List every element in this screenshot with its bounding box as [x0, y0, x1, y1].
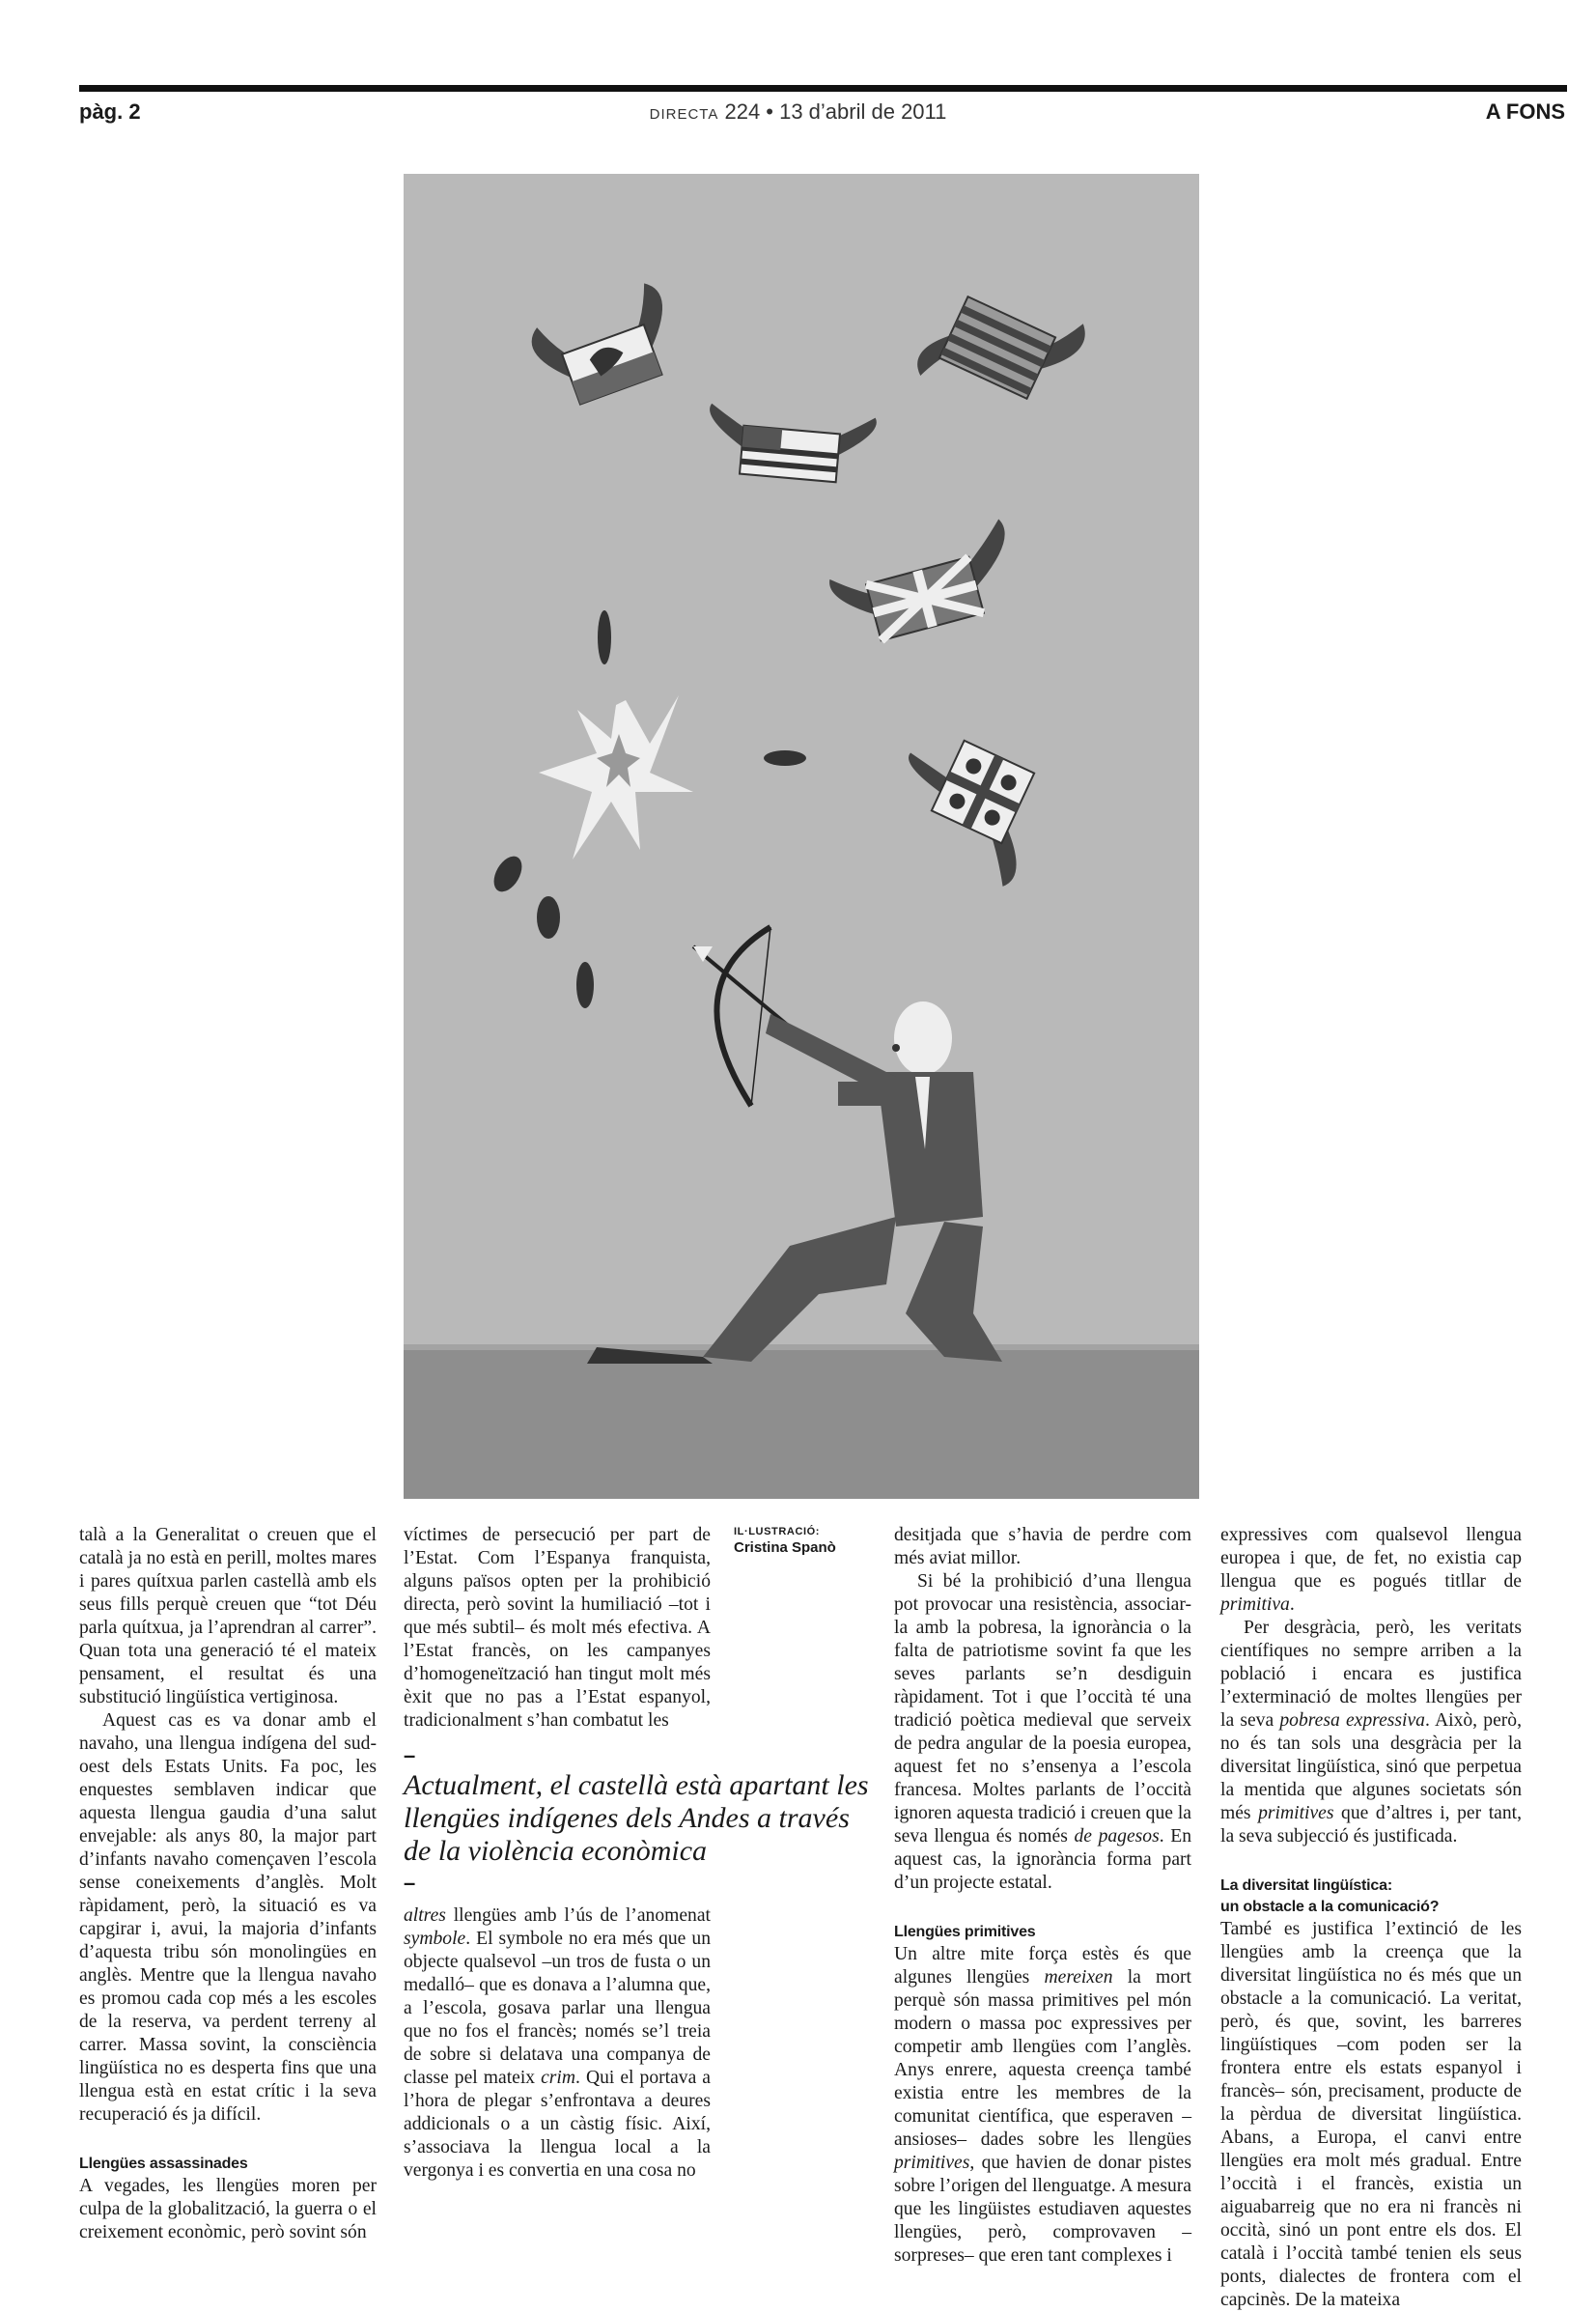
publication-info [0, 99, 1596, 125]
paragraph: expressives com qualsevol llengua europea i que, de fet, no existia cap llengua que es pogués titllar de primitiva. [1220, 1525, 1522, 1615]
drop [537, 896, 560, 939]
drop [598, 610, 611, 664]
paragraph: Un altre mite força estès és que algunes llengües mereixen la mort perquè són massa primitives pel món modern o massa poc expressives per competir amb llengües com l’anglès. Anys enrere, aquesta creença també existia entre les membres de la comunitat científica, que esperaven –ansioses– dades sobre les llengües primitives, que havien de donar pistes sobre l’origen del llenguatge. A mesura que les lingüistes estudiaven aquestes llengües, però, comprovaven –sorpreses– que eren tant complexes i [894, 1944, 1191, 2266]
paragraph: desitjada que s’havia de perdre com més aviat millor. [894, 1525, 1191, 1568]
article-column-3 [894, 1524, 1191, 2268]
paragraph: talà a la Generalitat o creuen que el català ja no està en perill, moltes mares i pares quítxua parlen castellà amb els seus fills perquè creuen que “tot Déu parla quítxua, ja l’aprendran al carrer”. Quan tota una generació té el mateix pensament, el resultat és una substitució lingüística vertiginosa. [79, 1525, 377, 1707]
paragraph: Aquest cas es va donar amb el navaho, una llengua indígena del sud-oest dels Estats Units. Fa poc, les enquestes semblaven indicar que aquesta llengua gaudia d’una salut envejable: als anys 80, la major part d’infants navaho començaven l’escola sense coneixements d’anglès. Molt ràpidament, però, la situació es va capgirar i, avui, la majoria d’infants d’aquesta tribu són monolingües en anglès. Mentre que la llengua navaho es promou cada cop més a les escoles de la reserva, va perdent terreny al carrer. Massa sovint, la consciència lingüística no es desperta fins que una llengua està en estat crític i la seva recuperació és ja difícil. [79, 1710, 377, 2125]
credit-label: IL·LUSTRACIÓ: [734, 1526, 821, 1537]
pull-quote [404, 1743, 879, 1895]
paragraph: Si bé la prohibició d’una llengua pot provocar una resistència, associar-la amb la pobresa, la ignorància o la falta de patriotisme sovint fa que les seves parlants se’n desdiguin ràpidament. Tot i que l’occità té una tradició poètica medieval que serveix de pedra angular de la poesia europea, aquest fet no s’ensenya a l’escola francesa. Moltes parlants de l’occità ignoren aquesta tradició i creuen que la seva llengua és només de pagesos. En aquest cas, la ignorància forma part d’un projecte estatal. [894, 1571, 1192, 1893]
quote-text: Actualment, el castellà està apartant les llengües indígenes dels Andes a través de la violència econòmica [404, 1769, 869, 1867]
header-rule [79, 85, 1567, 92]
paragraph: Per desgràcia, però, les veritats científiques no sempre arriben a la població i encara es justifica l’exterminació de moltes llengües per la seva pobresa expressiva. Això, però, no és tan sols una desgràcia per la diversitat lingüística, sinó que perpetua la mentida que algunes societats són més primitives que d’altres i, per tant, la seva subjecció és justificada. [1220, 1618, 1522, 1847]
drop [764, 750, 806, 766]
subheading: La diversitat lingüística: un obstacle a la comunicació? [1220, 1877, 1440, 1915]
article-column-2 [404, 1524, 711, 1733]
subheading: Llengües assassinades [79, 2156, 248, 2172]
article-column-1 [79, 1524, 377, 2244]
article-column-2-continued [404, 1904, 711, 2183]
page-number: pàg. 2 [79, 99, 141, 124]
subheading: Llengües primitives [894, 1924, 1036, 1940]
publication-name: DIRECTA [649, 106, 719, 123]
paragraph: altres llengües amb l’ús de l’anomenat symbole. El symbole no era més que un objecte qualsevol –un tros de fusta o un medalló– que es donava a l’alumna que, a l’escola, gosava parlar una llengua que no fos el francès; només se’l treia de sobre si delatava una companya de classe pel mateix crim. Qui el portava a l’hora de plegar s’enfrontava a deures addicionals o a un càstig físic. Així, s’associava la llengua local a la vergonya i es convertia en una cosa no [404, 1905, 711, 2181]
article-column-4 [1220, 1524, 1522, 2312]
quote-dash-bottom: – [404, 1871, 416, 1895]
credit-name: Cristina Spanò [734, 1539, 836, 1556]
ground [404, 1347, 1199, 1499]
section-name: A FONS [1485, 99, 1565, 124]
archer-illustration [404, 174, 1199, 1499]
drop [576, 962, 594, 1008]
paragraph: víctimes de persecució per part de l’Estat. Com l’Espanya franquista, alguns països opten per la prohibició directa, però sovint la humiliació –tot i que més subtil– és molt més efectiva. A l’Estat francès, on les campanyes d’homogeneïtzació han tingut molt més èxit que no pas a l’Estat espanyol, tradicionalment s’han combatut les [404, 1525, 711, 1731]
issue-date: 224 • 13 d’abril de 2011 [724, 99, 947, 124]
quote-dash-top: – [404, 1743, 416, 1767]
paragraph: També es justifica l’extinció de les llengües amb la creença que la diversitat lingüística no és més que un obstacle a la comunicació. La veritat, però, és que, sovint, les barreres lingüístiques –com poden ser la frontera entre els estats espanyol i francès– són, precisament, producte de la pèrdua de diversitat lingüística. Abans, a Europa, el canvi entre llengües era molt més gradual. Entre l’occità i el francès, existia un aiguabarreig que no era ni francès ni occità, sinó un pont entre els dos. El català i l’occità també tenien els seus ponts, dialectes de frontera com el capcinès. De la mateixa [1220, 1919, 1522, 2310]
illustration-credit [734, 1526, 869, 1556]
paragraph: A vegades, les llengües moren per culpa de la globalització, la guerra o el creixement econòmic, però sovint són [79, 2176, 377, 2242]
